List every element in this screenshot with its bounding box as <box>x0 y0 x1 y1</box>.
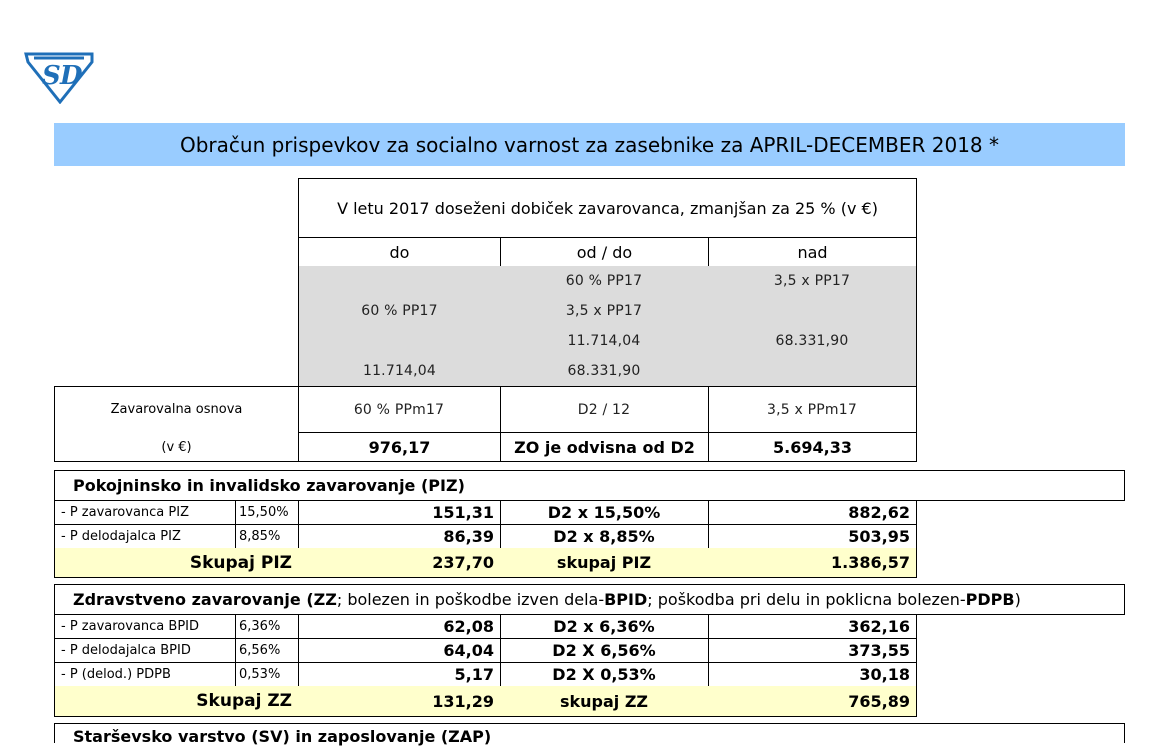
zz-row-3-label: - P (delod.) PDPB <box>54 662 236 687</box>
zz-row-2-label: - P delodajalca BPID <box>54 638 236 663</box>
range-od-val-top: 11.714,04 <box>567 333 641 349</box>
piz-row-2-do: 86,39 <box>298 524 501 549</box>
zz-row-1-do: 62,08 <box>298 614 501 639</box>
zz-title-f: ) <box>1014 590 1021 609</box>
range-do-pct-cell <box>298 266 501 327</box>
zz-total-do: 131,29 <box>298 686 501 717</box>
zz-row-2-od: D2 X 6,56% <box>500 638 709 663</box>
zz-row-1-rate: 6,36% <box>235 614 299 639</box>
piz-row-2-od: D2 x 8,85% <box>500 524 709 549</box>
piz-row-1-label: - P zavarovanca PIZ <box>54 500 236 525</box>
col-header-od-do: od / do <box>500 237 709 267</box>
zz-row-3-do: 5,17 <box>298 662 501 687</box>
sv-section-title: Starševsko varstvo (SV) in zaposlovanje (ZAP) <box>54 723 1125 743</box>
col-header-nad: nad <box>708 237 917 267</box>
piz-total-do: 237,70 <box>298 548 501 578</box>
range-do-pct: 60 % PP17 <box>361 303 438 319</box>
piz-section-title: Pokojninsko in invalidsko zavarovanje (PIZ) <box>54 470 1125 501</box>
zz-row-3-od: D2 X 0,53% <box>500 662 709 687</box>
base-label: Zavarovalna osnova <box>110 402 243 417</box>
piz-total-od: skupaj PIZ <box>500 548 709 578</box>
base-nad-value: 5.694,33 <box>708 432 917 462</box>
zz-title-b: ; bolezen in poškodbe izven dela- <box>336 590 605 609</box>
page-title: Obračun prispevkov za socialno varnost za zasebnike za APRIL-DECEMBER 2018 * <box>54 123 1125 166</box>
zz-row-1-od: D2 x 6,36% <box>500 614 709 639</box>
base-od-value: ZO je odvisna od D2 <box>500 432 709 462</box>
zz-row-1-nad: 362,16 <box>708 614 917 639</box>
base-nad-formula: 3,5 x PPm17 <box>708 386 917 433</box>
piz-row-2-nad: 503,95 <box>708 524 917 549</box>
piz-row-1-od: D2 x 15,50% <box>500 500 709 525</box>
range-do-val-cell <box>298 326 501 387</box>
zz-title-d: ; poškodba pri delu in poklicna bolezen- <box>647 590 966 609</box>
range-nad-pct: 3,5 x PP17 <box>773 273 851 289</box>
range-od-pct-top: 60 % PP17 <box>565 273 643 289</box>
zz-title-a: Zdravstveno zavarovanje (ZZ <box>73 590 337 609</box>
range-nad-val: 68.331,90 <box>775 333 849 349</box>
range-nad-val-cell <box>708 326 917 387</box>
svg-text:D: D <box>60 61 83 91</box>
col-header-do: do <box>298 237 501 267</box>
piz-total-nad: 1.386,57 <box>708 548 917 578</box>
piz-row-1-do: 151,31 <box>298 500 501 525</box>
zz-total-label: Skupaj ZZ <box>54 686 299 717</box>
piz-row-2-rate: 8,85% <box>235 524 299 549</box>
zz-title-e: PDPB <box>965 590 1015 609</box>
zz-row-3-rate: 0,53% <box>235 662 299 687</box>
range-od-val-cell <box>500 326 709 387</box>
svg-text:S: S <box>42 61 61 91</box>
zz-total-nad: 765,89 <box>708 686 917 717</box>
zz-title-c: BPID <box>604 590 648 609</box>
range-od-pct-bottom: 3,5 x PP17 <box>565 303 643 319</box>
base-unit: (v €) <box>161 439 192 455</box>
base-label-cell <box>54 386 299 462</box>
sd-shield-logo-icon <box>22 48 96 104</box>
zz-row-2-rate: 6,56% <box>235 638 299 663</box>
range-do-val: 11.714,04 <box>362 363 437 379</box>
zz-section-title <box>54 584 1125 615</box>
zz-row-3-nad: 30,18 <box>708 662 917 687</box>
zz-row-2-do: 64,04 <box>298 638 501 663</box>
piz-row-2-label: - P delodajalca PIZ <box>54 524 236 549</box>
piz-total-label: Skupaj PIZ <box>54 548 299 578</box>
base-od-formula: D2 / 12 <box>500 386 709 433</box>
zz-row-1-label: - P zavarovanca BPID <box>54 614 236 639</box>
range-nad-pct-cell <box>708 266 917 327</box>
base-do-value: 976,17 <box>298 432 501 462</box>
zz-total-od: skupaj ZZ <box>500 686 709 717</box>
range-od-pct-cell <box>500 266 709 327</box>
piz-row-1-nad: 882,62 <box>708 500 917 525</box>
base-do-formula: 60 % PPm17 <box>298 386 501 433</box>
piz-row-1-rate: 15,50% <box>235 500 299 525</box>
zz-row-2-nad: 373,55 <box>708 638 917 663</box>
range-od-val-bottom: 68.331,90 <box>567 363 641 379</box>
profit-label: V letu 2017 doseženi dobiček zavarovanca, zmanjšan za 25 % (v €) <box>298 178 917 238</box>
